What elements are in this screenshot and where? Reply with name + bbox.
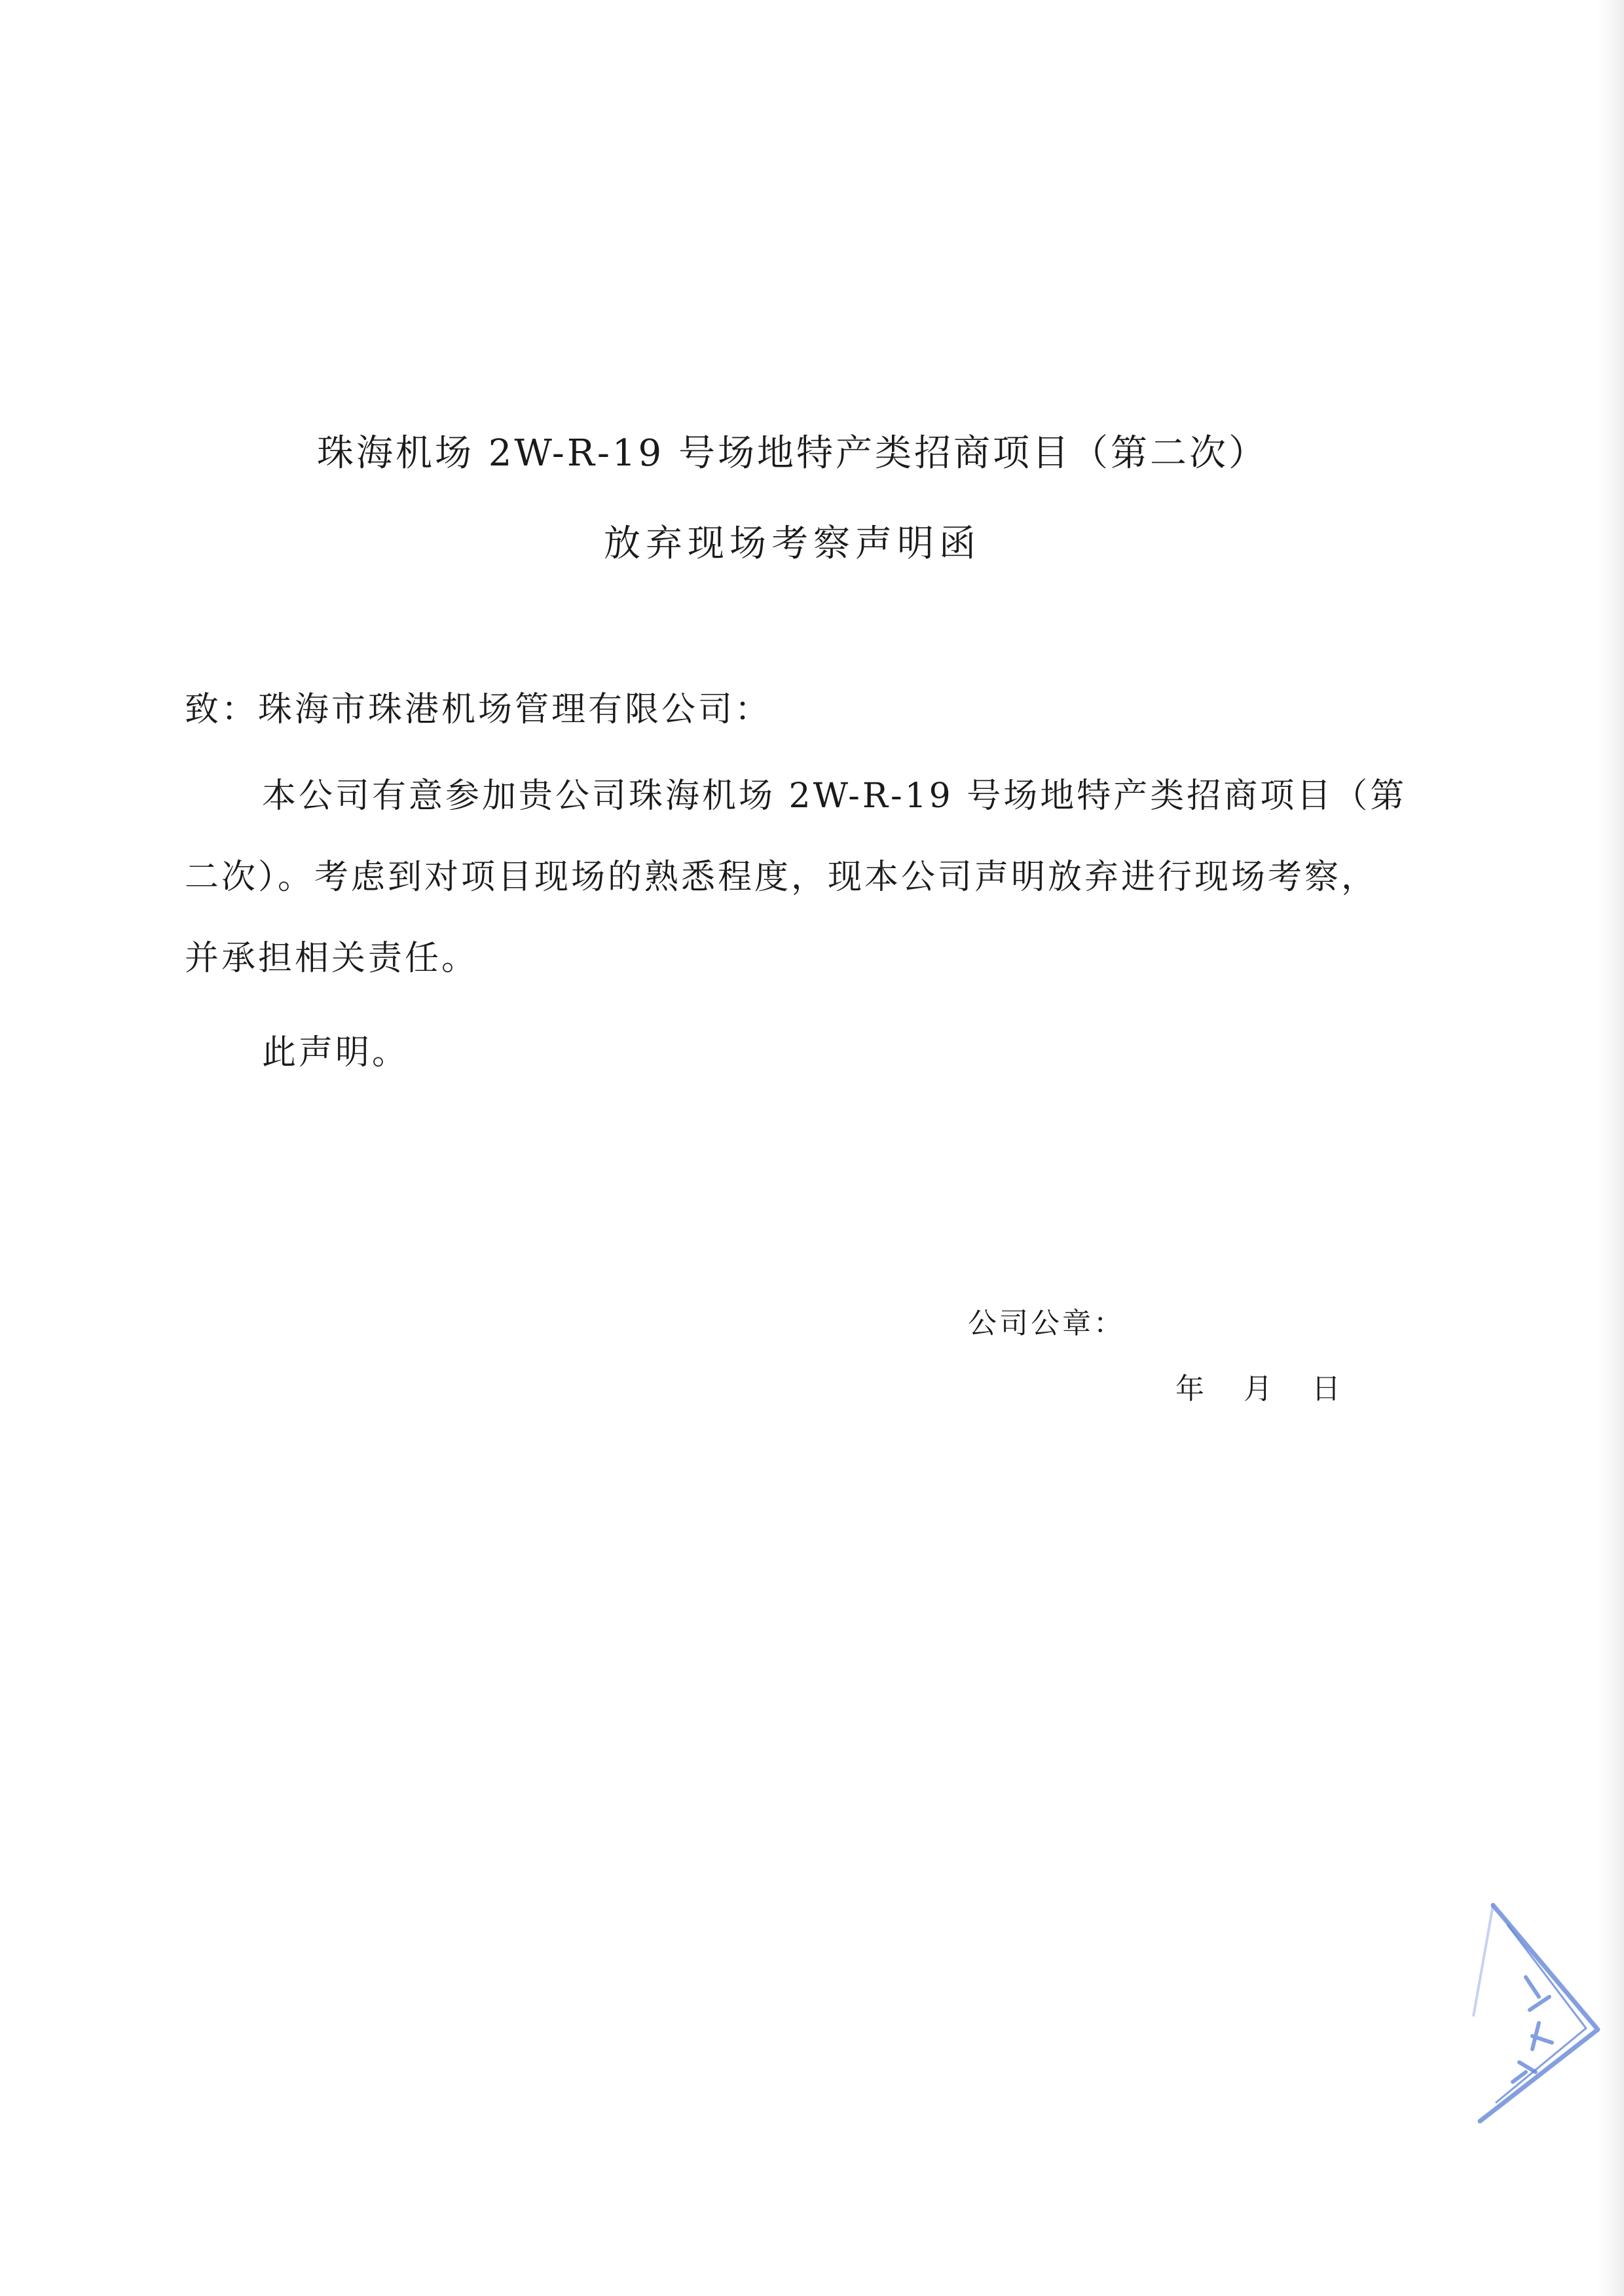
- partial-seal-stamp: [1467, 1899, 1624, 2134]
- recipient-line: 致：珠海市珠港机场管理有限公司：: [185, 690, 772, 729]
- company-seal-label: 公司公章：: [968, 1307, 1125, 1340]
- date-line: [1175, 1365, 1343, 1407]
- date-day-label: 日: [1312, 1372, 1343, 1406]
- paragraph-line-1: 本公司有意参加贵公司珠海机场 2W-R-19 号场地特产类招商项目（第: [262, 776, 1407, 816]
- document-title-line-2: 放弃现场考察声明函: [604, 522, 981, 565]
- paragraph-line-2: 二次）。考虑到对项目现场的熟悉程度，现本公司声明放弃进行现场考察，: [185, 858, 1378, 897]
- document-title-line-1: 珠海机场 2W-R-19 号场地特产类招商项目（第二次）: [317, 432, 1268, 475]
- date-year-label: 年: [1175, 1372, 1207, 1406]
- closing-line: 此声明。: [262, 1033, 409, 1072]
- date-month-label: 月: [1244, 1372, 1275, 1406]
- paragraph-line-3: 并承担相关责任。: [185, 939, 479, 978]
